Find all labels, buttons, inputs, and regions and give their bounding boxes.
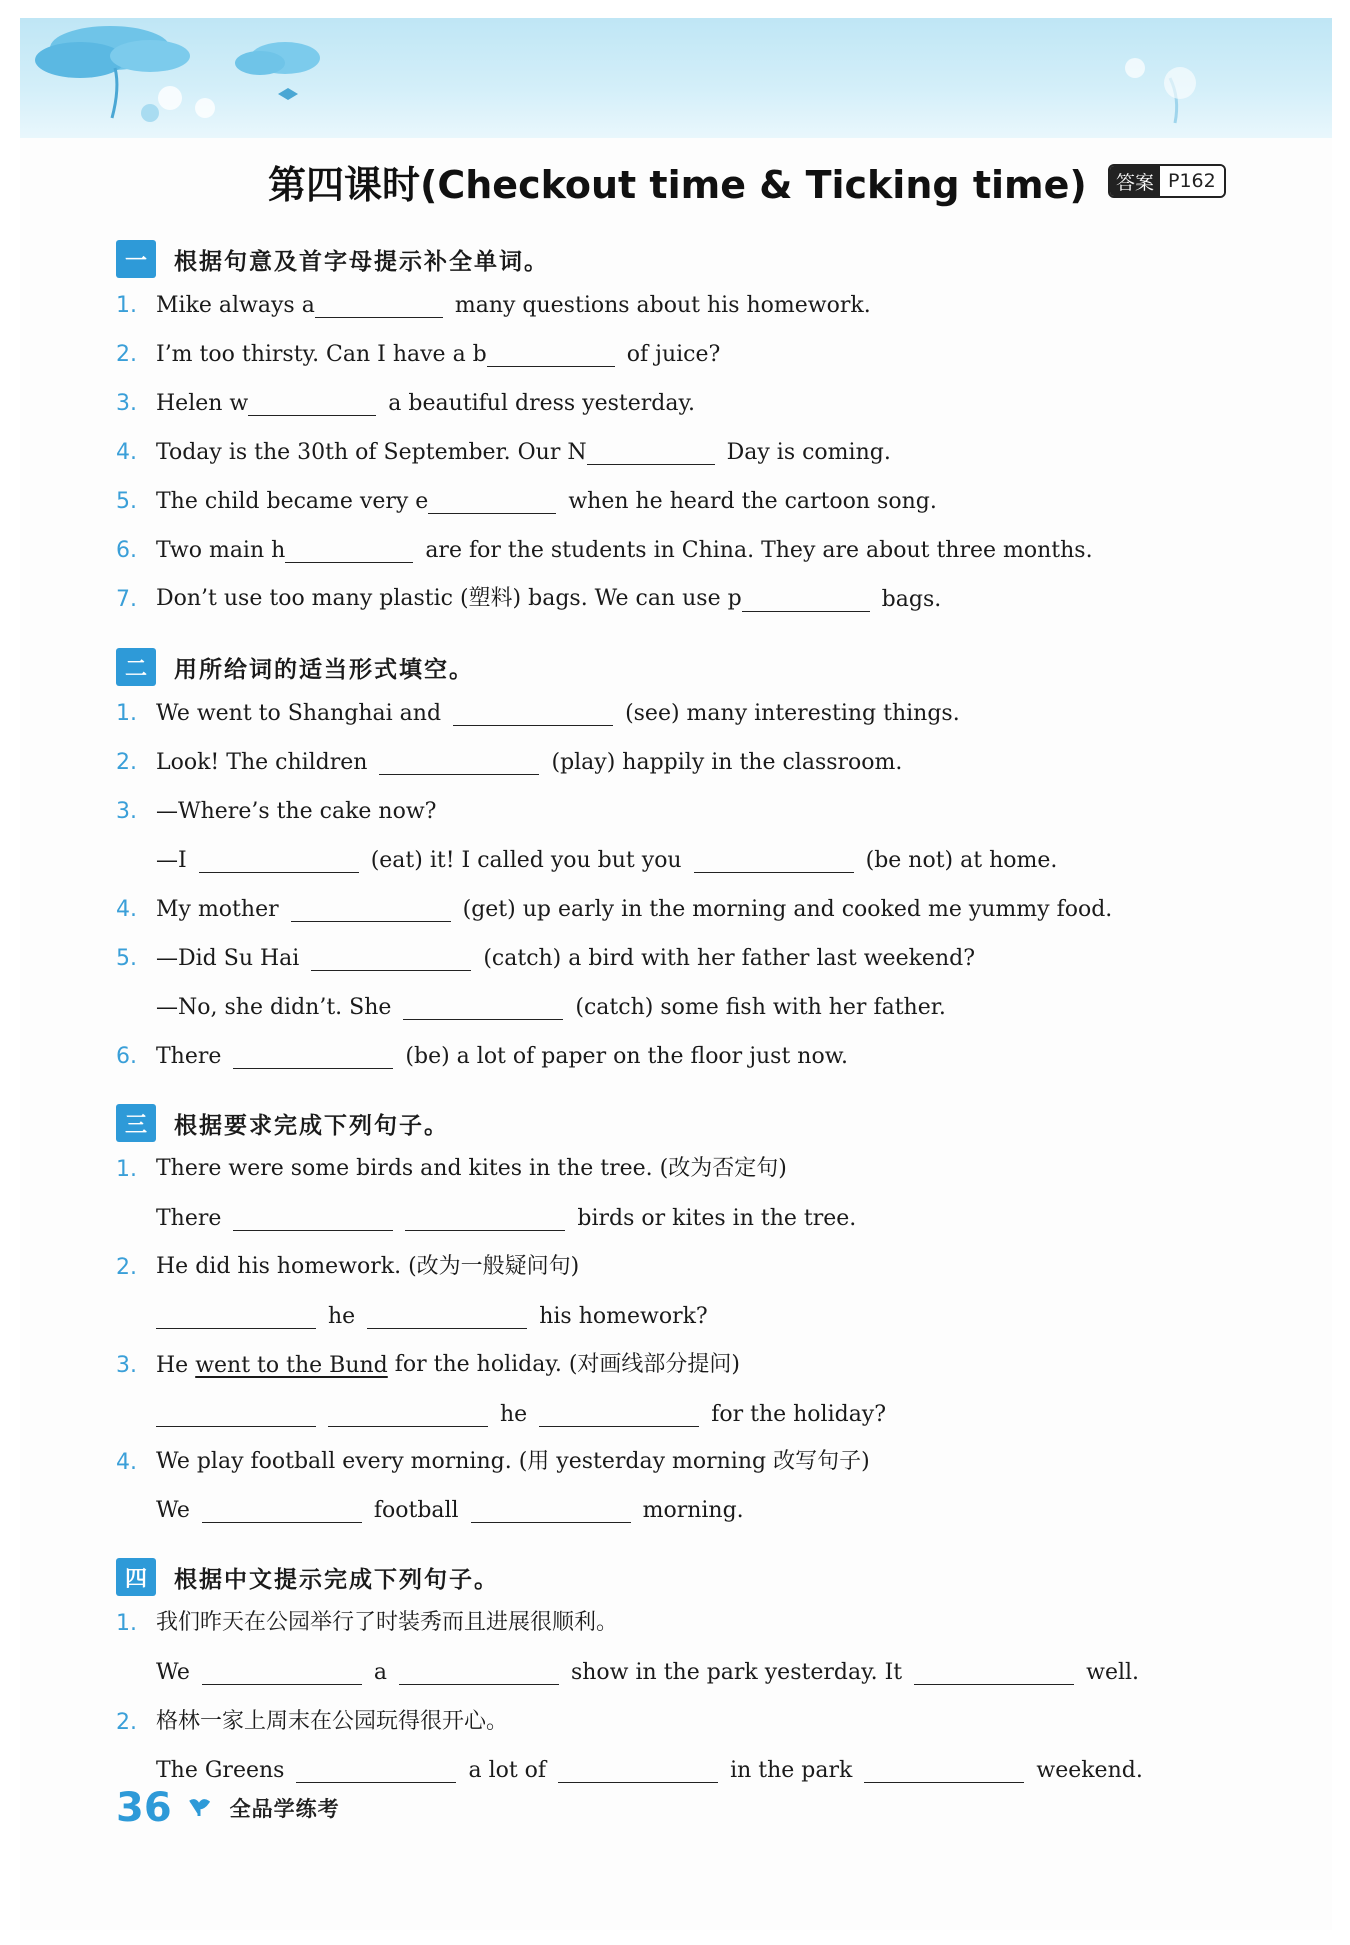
question-text: (play) happily in the classroom. xyxy=(551,750,903,775)
s3-question-3-answer xyxy=(116,1393,886,1427)
question-text: Mike always a xyxy=(156,293,315,318)
banner-illustration xyxy=(20,18,1332,138)
s2-question-2 xyxy=(116,741,902,775)
question-text: a beautiful dress yesterday. xyxy=(388,391,695,416)
s1-question-3 xyxy=(116,382,695,416)
answer-blank[interactable] xyxy=(202,1658,362,1685)
answer-blank[interactable] xyxy=(328,1400,488,1427)
question-text: his homework? xyxy=(539,1304,708,1329)
section-1-badge: 一 xyxy=(116,240,156,278)
question-text: The Greens xyxy=(156,1758,285,1783)
answer-blank[interactable] xyxy=(399,1658,559,1685)
section-2-title: 用所给词的适当形式填空。 xyxy=(174,656,474,683)
question-text: —Did Su Hai xyxy=(156,946,300,971)
section-4-title: 根据中文提示完成下列句子。 xyxy=(174,1566,499,1593)
question-number: 3. xyxy=(116,1353,137,1378)
answer-blank[interactable] xyxy=(558,1756,718,1783)
answer-blank[interactable] xyxy=(694,846,854,873)
answer-blank[interactable] xyxy=(428,487,556,514)
question-number: 6. xyxy=(116,538,137,563)
question-text: he xyxy=(328,1304,356,1329)
question-text: (see) many interesting things. xyxy=(625,701,960,726)
header-banner xyxy=(20,18,1332,138)
s4-question-1-answer xyxy=(116,1651,1139,1685)
question-text: for the holiday. (对画线部分提问) xyxy=(387,1352,741,1377)
s3-question-4-answer xyxy=(116,1489,744,1523)
answer-reference xyxy=(1108,164,1226,198)
question-text: Two main h xyxy=(156,538,286,563)
underlined-phrase: went to the Bund xyxy=(195,1353,388,1378)
answer-blank[interactable] xyxy=(487,340,615,367)
question-text: in the park xyxy=(730,1758,853,1783)
s1-question-4 xyxy=(116,431,891,465)
question-text: bags. xyxy=(881,587,942,612)
s2-question-3 xyxy=(116,790,436,824)
answer-blank[interactable] xyxy=(285,536,413,563)
question-text: a xyxy=(373,1660,387,1685)
s3-question-1 xyxy=(116,1148,787,1182)
question-text: he xyxy=(500,1402,528,1427)
s1-question-6 xyxy=(116,529,1093,563)
answer-blank[interactable] xyxy=(202,1496,362,1523)
question-number: 4. xyxy=(116,897,137,922)
question-text: show in the park yesterday. It xyxy=(570,1660,903,1685)
s3-question-2-answer xyxy=(116,1295,708,1329)
answer-blank[interactable] xyxy=(233,1042,393,1069)
answer-blank[interactable] xyxy=(379,748,539,775)
answer-blank[interactable] xyxy=(291,895,451,922)
s2-question-5-reply xyxy=(116,986,946,1020)
question-text: We xyxy=(156,1498,190,1523)
question-text: for the holiday? xyxy=(711,1402,887,1427)
question-text: football xyxy=(373,1498,459,1523)
s2-question-4 xyxy=(116,888,1112,922)
section-1-header xyxy=(116,240,549,278)
question-number: 5. xyxy=(116,489,137,514)
answer-blank[interactable] xyxy=(405,1204,565,1231)
question-text: 格林一家上周末在公园玩得很开心。 xyxy=(156,1709,509,1734)
answer-blank[interactable] xyxy=(248,389,376,416)
answer-page: P162 xyxy=(1160,166,1224,196)
section-4-header xyxy=(116,1558,499,1596)
question-text: There xyxy=(156,1206,222,1231)
question-text: We play football every morning. (用 yesterday morning 改写句子) xyxy=(156,1449,870,1474)
question-number: 2. xyxy=(116,750,137,775)
section-2-badge: 二 xyxy=(116,648,156,686)
s3-question-3 xyxy=(116,1344,740,1378)
answer-blank[interactable] xyxy=(311,944,471,971)
worksheet-page xyxy=(20,18,1332,1930)
question-number: 1. xyxy=(116,1611,137,1636)
answer-blank[interactable] xyxy=(296,1756,456,1783)
question-number: 3. xyxy=(116,799,137,824)
question-text: He xyxy=(156,1353,196,1378)
question-text: (be) a lot of paper on the floor just now. xyxy=(405,1044,848,1069)
answer-blank[interactable] xyxy=(156,1302,316,1329)
s1-question-2 xyxy=(116,333,720,367)
answer-blank[interactable] xyxy=(587,438,715,465)
question-text: There were some birds and kites in the tree. (改为否定句) xyxy=(156,1156,787,1181)
section-1-title: 根据句意及首字母提示补全单词。 xyxy=(174,248,549,275)
section-3-title: 根据要求完成下列句子。 xyxy=(174,1112,449,1139)
s1-question-5 xyxy=(116,480,937,514)
section-3-badge: 三 xyxy=(116,1104,156,1142)
question-text: many questions about his homework. xyxy=(454,293,871,318)
question-text: well. xyxy=(1086,1660,1140,1685)
section-4-badge: 四 xyxy=(116,1558,156,1596)
answer-blank[interactable] xyxy=(471,1496,631,1523)
question-number: 1. xyxy=(116,293,137,318)
s1-question-1 xyxy=(116,284,871,318)
question-text: 我们昨天在公园举行了时装秀而且进展很顺利。 xyxy=(156,1610,619,1635)
answer-blank[interactable] xyxy=(914,1658,1074,1685)
s3-question-2 xyxy=(116,1246,579,1280)
answer-blank[interactable] xyxy=(403,993,563,1020)
section-3-header xyxy=(116,1104,449,1142)
page-title: 第四课时(Checkout time & Ticking time) xyxy=(268,163,1087,207)
question-number: 1. xyxy=(116,1157,137,1182)
question-text: The child became very e xyxy=(156,489,429,514)
question-text: Today is the 30th of September. Our N xyxy=(156,440,587,465)
question-number: 4. xyxy=(116,1450,137,1475)
answer-blank[interactable] xyxy=(539,1400,699,1427)
question-text: a lot of xyxy=(468,1758,547,1783)
s2-question-6 xyxy=(116,1035,848,1069)
s4-question-1 xyxy=(116,1602,618,1636)
question-text: weekend. xyxy=(1036,1758,1143,1783)
s2-question-3-reply xyxy=(116,839,1057,873)
question-text: Helen w xyxy=(156,391,249,416)
question-number: 6. xyxy=(116,1044,137,1069)
page-footer xyxy=(116,1783,340,1833)
question-number: 2. xyxy=(116,1710,137,1735)
question-number: 2. xyxy=(116,1255,137,1280)
answer-blank[interactable] xyxy=(367,1302,527,1329)
s2-question-5 xyxy=(116,937,975,971)
question-number: 5. xyxy=(116,946,137,971)
question-text: Day is coming. xyxy=(726,440,891,465)
question-number: 7. xyxy=(116,587,137,612)
s3-question-1-answer xyxy=(116,1197,856,1231)
question-text: —I xyxy=(156,848,187,873)
question-text: are for the students in China. They are about three months. xyxy=(425,538,1093,563)
brand-name: 全品学练考 xyxy=(229,1797,340,1821)
s2-question-1 xyxy=(116,692,960,726)
question-text: (catch) some fish with her father. xyxy=(575,995,946,1020)
answer-blank[interactable] xyxy=(315,291,443,318)
section-2-header xyxy=(116,648,474,686)
answer-label: 答案 xyxy=(1110,166,1160,196)
question-text: when he heard the cartoon song. xyxy=(568,489,937,514)
question-text: (catch) a bird with her father last weekend? xyxy=(483,946,975,971)
s4-question-2-answer xyxy=(116,1749,1143,1783)
question-text: (be not) at home. xyxy=(865,848,1058,873)
answer-blank[interactable] xyxy=(864,1756,1024,1783)
question-text: of juice? xyxy=(626,342,721,367)
answer-blank[interactable] xyxy=(156,1400,316,1427)
answer-blank[interactable] xyxy=(233,1204,393,1231)
answer-blank[interactable] xyxy=(453,699,613,726)
question-text: morning. xyxy=(642,1498,744,1523)
answer-blank[interactable] xyxy=(742,585,870,612)
question-text: (get) up early in the morning and cooked me yummy food. xyxy=(462,897,1113,922)
question-text: He did his homework. (改为一般疑问句) xyxy=(156,1254,580,1279)
question-text: I’m too thirsty. Can I have a b xyxy=(156,342,487,367)
question-text: We went to Shanghai and xyxy=(156,701,442,726)
s4-question-2 xyxy=(116,1701,508,1735)
page-number: 36 xyxy=(116,1785,172,1831)
s3-question-4 xyxy=(116,1441,870,1475)
question-text: We xyxy=(156,1660,190,1685)
question-text: My mother xyxy=(156,897,279,922)
title-row xyxy=(20,138,1332,208)
question-text: There xyxy=(156,1044,222,1069)
question-text: birds or kites in the tree. xyxy=(577,1206,857,1231)
question-text: —Where’s the cake now? xyxy=(156,799,437,824)
question-text: Look! The children xyxy=(156,750,368,775)
leaf-icon xyxy=(186,1796,212,1820)
question-text: Don’t use too many plastic (塑料) bags. We can use p xyxy=(156,586,742,611)
question-number: 1. xyxy=(116,701,137,726)
question-number: 4. xyxy=(116,440,137,465)
s1-question-7 xyxy=(116,578,941,612)
question-text: (eat) it! I called you but you xyxy=(370,848,682,873)
question-number: 2. xyxy=(116,342,137,367)
question-text: —No, she didn’t. She xyxy=(156,995,392,1020)
answer-blank[interactable] xyxy=(199,846,359,873)
question-number: 3. xyxy=(116,391,137,416)
